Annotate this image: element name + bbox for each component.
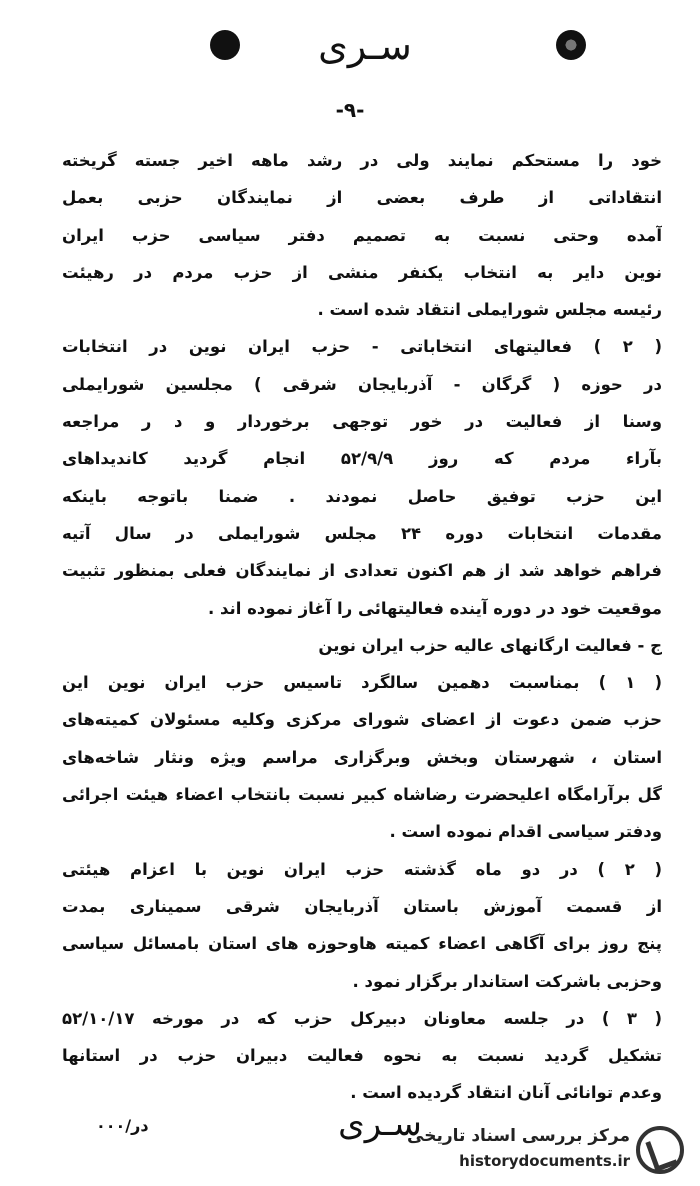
text-line: وحزبی باشرکت استاندار برگزار نمود .	[352, 971, 662, 991]
page-number: -۹-	[335, 98, 365, 122]
text-line: این حزب توفیق حاصل نمودند . ضمنا باتوجه باینکه	[62, 486, 662, 506]
classification-footer: سـرى	[338, 1104, 422, 1144]
classification-header: سـرى	[318, 24, 412, 68]
text-line: ( ۱ ) بمناسبت دهمین سالگرد تاسیس حزب ایران نوین این	[62, 673, 662, 693]
text-line: ج - فعالیت ارگانهای عالیه حزب ایران نوین	[318, 635, 662, 655]
text-line: تشکیل گردید نسبت به نحوه فعالیت دبیران حزب در استانها	[62, 1046, 662, 1066]
seal-dot-icon	[556, 30, 586, 60]
text-line: بآراء مردم که روز ۵۲/۹/۹ انجام گردید کاندیداهای	[62, 449, 662, 469]
text-line: حزب ضمن دعوت از اعضای شورای مرکزی وکلیه مسئولان کمیته‌های	[62, 710, 662, 730]
ink-dot-icon	[210, 30, 240, 60]
archive-name: مرکز بررسی اسناد تاریخی	[407, 1126, 630, 1146]
text-line: وسنا از فعالیت در خور توجهی برخوردار و د ر مراجعه	[62, 412, 662, 432]
text-line: ( ۲ ) فعالیتهای انتخاباتی - حزب ایران نوین در انتخابات	[62, 337, 662, 357]
text-line: گل برآرامگاه اعلیحضرت رضاشاه کبیر نسبت بانتخاب اعضاء هیئت اجرائی	[62, 785, 662, 805]
header-stamp	[0, 24, 700, 70]
text-line: ( ۳ ) در جلسه معاونان دبیرکل حزب که در مورخه ۵۲/۱۰/۱۷	[62, 1008, 662, 1028]
text-line: فراهم خواهد شد از هم اکنون تعدادی از نمایندگان فعلی بمنظور تثبیت	[62, 561, 662, 581]
document-body	[62, 142, 662, 1112]
text-line: وعدم توانائی آنان انتقاد گردیده است .	[350, 1083, 662, 1103]
archive-logo-icon	[636, 1126, 684, 1174]
text-line: مقدمات انتخابات دوره ۲۴ مجلس شورایملی در سال آتیه	[62, 523, 662, 543]
text-line: استان ، شهرستان وبخش وبرگزاری مراسم ویژه ونثار شاخه‌های	[62, 747, 662, 767]
text-line: خود را مستحکم نمایند ولی در رشد ماهه اخیر جسته گریخته	[62, 151, 662, 170]
footer-reference: در/۰۰۰	[96, 1116, 149, 1135]
archive-watermark	[407, 1124, 690, 1180]
text-line: رئیسه مجلس شورایملی انتقاد شده است .	[317, 300, 662, 320]
archive-site: historydocuments.ir	[459, 1152, 630, 1170]
text-line: نوین دایر به انتخاب یکنفر منشی از حزب مردم در رهیئت	[62, 262, 662, 282]
text-line: از قسمت آموزش باستان آذربایجان شرقی سمیناری بمدت	[62, 896, 662, 916]
text-line: آمده وحتی نسبت به تصمیم دفتر سیاسی حزب ایران	[62, 225, 662, 245]
text-line: موقعیت خود در دوره آینده فعالیتهائی را آغاز نموده اند .	[207, 598, 662, 618]
text-line: در حوزه ( گرگان - آذربایجان شرقی ) مجلسین شورایملی	[62, 374, 662, 394]
text-line: انتقاداتی از طرف بعضی از نمایندگان حزبی بعمل	[62, 188, 662, 208]
text-line: ودفتر سیاسی اقدام نموده است .	[389, 822, 662, 842]
text-line: پنج روز برای آگاهی اعضاء کمیته هاوحوزه های استان بامسائل سیاسی	[62, 934, 662, 954]
text-line: ( ۲ ) در دو ماه گذشته حزب ایران نوین با اعزام هیئتی	[62, 859, 662, 879]
